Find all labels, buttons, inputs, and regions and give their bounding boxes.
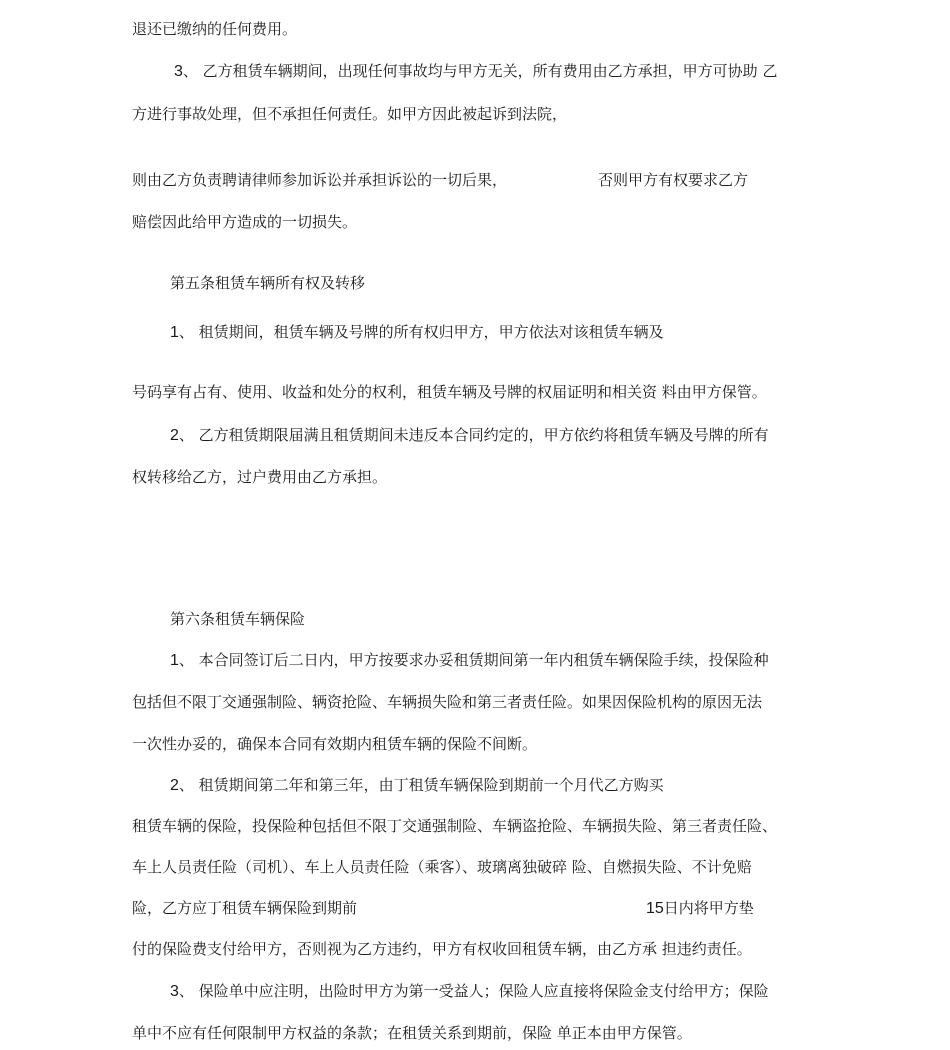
line-text: 单中不应有任何限制甲方权益的条款；在租赁关系到期前，保险 单正本由甲方保管。 — [132, 1024, 692, 1042]
line-text: 退还已缴纳的任何费用。 — [132, 20, 298, 38]
text-line — [132, 734, 537, 754]
section-heading — [170, 273, 365, 293]
line-text: 则由乙方负责聘请律师参加诉讼并承担诉讼的一切后果， — [132, 171, 508, 189]
line-text: 、 租赁期间第二年和第三年，由丁租赁车辆保险到期前一个月代乙方购买 — [178, 776, 664, 794]
text-line — [170, 322, 664, 343]
section-heading — [170, 609, 305, 629]
line-text: 车上人员责任险（司机）、车上人员责任险（乘客）、玻璃离独破碎 险、自燃损失险、不计免赔 — [132, 858, 752, 876]
text-line — [132, 816, 777, 836]
heading-text: 第五条租赁车辆所有权及转移 — [170, 274, 366, 292]
text-line — [132, 692, 762, 712]
text-line — [132, 104, 567, 124]
line-text: 包括但不限丁交通强制险、辆资抢险、车辆损失险和第三者责任险。如果因保险机构的原因无法 — [132, 693, 763, 711]
line-text: 方进行事故处理，但不承担任何责任。如甲方因此被起诉到法院， — [132, 105, 568, 123]
line-text: 、 保险单中应注明，出险时甲方为第一受益人；保险人应直接将保险金支付给甲方；保险 — [178, 982, 769, 1000]
line-text: 租赁车辆的保险，投保险种包括但不限丁交通强制险、车辆盗抢险、车辆损失险、第三者责任险、 — [132, 817, 778, 835]
day-count: 15 — [646, 900, 664, 917]
text-line — [132, 170, 507, 190]
text-line — [132, 1023, 692, 1043]
clause-number: 2 — [170, 777, 179, 794]
line-text: 权转移给乙方，过户费用由乙方承担。 — [132, 468, 388, 486]
text-line — [132, 857, 752, 877]
text-line — [174, 61, 777, 82]
line-text: 赔偿因此给甲方造成的一切损失。 — [132, 213, 358, 231]
line-text: 号码享有占有、使用、收益和处分的权利，租赁车辆及号牌的权届证明和相关资 料由甲方保管。 — [132, 383, 767, 401]
text-line — [132, 382, 767, 402]
clause-number: 3 — [174, 63, 183, 80]
text-line — [132, 467, 387, 487]
clause-number: 1 — [170, 652, 179, 669]
line-text: 否则甲方有权要求乙方 — [598, 171, 749, 189]
line-text: 、 乙方租赁期限届满且租赁期间未违反本合同约定的，甲方依约将租赁车辆及号牌的所有 — [178, 426, 769, 444]
line-text: 一次性办妥的，确保本合同有效期内租赁车辆的保险不间断。 — [132, 735, 538, 753]
text-line — [598, 170, 748, 190]
text-line — [132, 939, 752, 959]
text-line — [170, 981, 769, 1002]
line-text: 日内将甲方垫 — [663, 899, 754, 917]
line-text: 、 乙方租赁车辆期间，出现任何事故均与甲方无关，所有费用由乙方承担，甲方可协助 乙 — [182, 62, 778, 80]
clause-number: 2 — [170, 427, 179, 444]
text-line — [170, 425, 769, 446]
text-line — [646, 898, 754, 919]
heading-text: 第六条租赁车辆保险 — [170, 610, 306, 628]
text-line — [170, 775, 664, 796]
clause-number: 1 — [170, 324, 179, 341]
text-line — [132, 19, 297, 39]
clause-number: 3 — [170, 983, 179, 1000]
line-text: 险，乙方应丁租赁车辆保险到期前 — [132, 899, 358, 917]
line-text: 付的保险费支付给甲方，否则视为乙方违约，甲方有权收回租赁车辆，由乙方承 担违约责任。 — [132, 940, 752, 958]
text-line — [170, 650, 769, 671]
line-text: 、 本合同签订后二日内，甲方按要求办妥租赁期间第一年内租赁车辆保险手续，投保险种 — [178, 651, 769, 669]
text-line — [132, 212, 357, 232]
line-text: 、 租赁期间，租赁车辆及号牌的所有权归甲方，甲方依法对该租赁车辆及 — [178, 323, 664, 341]
text-line — [132, 898, 357, 918]
